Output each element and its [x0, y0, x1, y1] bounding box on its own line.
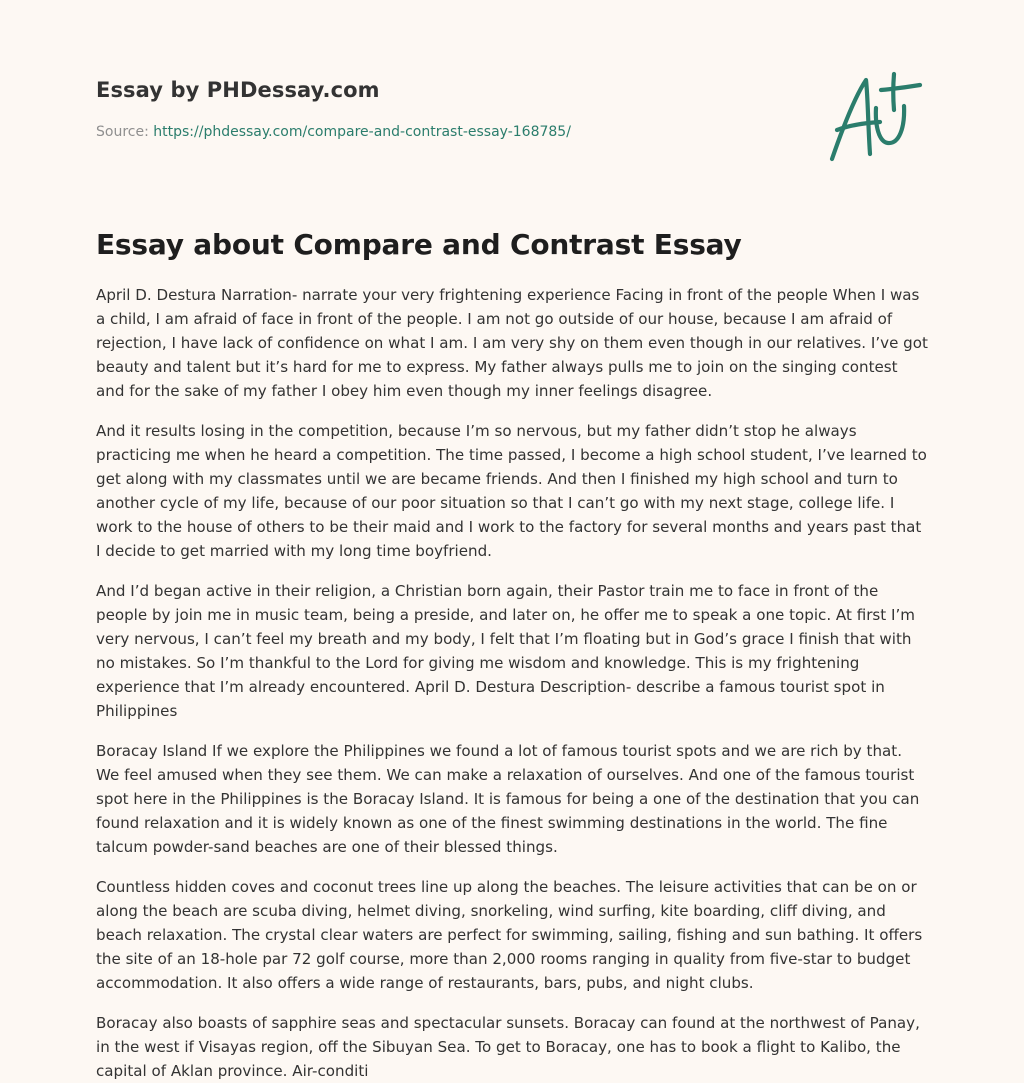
essay-title: Essay about Compare and Contrast Essay [96, 228, 742, 261]
essay-paragraph: And I’d began active in their religion, a Christian born again, their Pastor train me to face in front of the people by join me in music team, being a preside, and later on, he offer me to speak a one topic. At first I’m very nervous, I can’t feel my breath and my body, I felt that I’m floating but in God’s grace I finish that with no mistakes. So I’m thankful to the Lord for giving me wisdom and knowledge. This is my frightening experience that I’m already encountered. April D. Destura Description- describe a famous tourist spot in Philippines [96, 582, 915, 720]
essay-paragraph: April D. Destura Narration- narrate your very frightening experience Facing in front of the people When I was a child, I am afraid of face in front of the people. I am not go outside of our house, because I am afraid of rejection, I have lack of confidence on what I am. I am very shy on them even though in our relatives. I’ve got beauty and talent but it’s hard for me to express. My father always pulls me to join on the singing contest and for the sake of my father I obey him even though my inner feelings disagree. [96, 286, 928, 400]
page-header [96, 0, 928, 200]
source-link[interactable]: https://phdessay.com/compare-and-contrast-essay-168785/ [153, 124, 571, 140]
essay-paragraph: Countless hidden coves and coconut trees line up along the beaches. The leisure activities that can be on or along the beach are scuba diving, helmet diving, snorkeling, wind surfing, kite boarding, cliff diving, and beach relaxation. The crystal clear waters are perfect for swimming, sailing, fishing and sun bathing. It offers the site of an 18-hole par 72 golf course, more than 2,000 rooms ranging in quality from five-star to budget accommodation. It also offers a wide range of restaurants, bars, pubs, and night clubs. [96, 878, 923, 992]
a-plus-logo-icon [824, 68, 928, 164]
essay-paragraph: Boracay also boasts of sapphire seas and spectacular sunsets. Boracay can found at the northwest of Panay, in the west if Visayas region, off the Sibuyan Sea. To get to Boracay, one has to book a flight to Kalibo, the capital of Aklan province. Air-conditi [96, 1014, 920, 1080]
essay-body [96, 283, 928, 1083]
site-brand: Essay by PHDessay.com [96, 78, 380, 102]
source-label: Source: [96, 124, 154, 140]
essay-paragraph: And it results losing in the competition, because I’m so nervous, but my father didn’t stop he always practicing me when he heard a competition. The time passed, I become a high school student, I’ve learned to get along with my classmates until we are became friends. And then I finished my high school and turn to another cycle of my life, because of our poor situation so that I can’t go with my next stage, college life. I work to the house of others to be their maid and I work to the factory for several months and years past that I decide to get married with my long time boyfriend. [96, 422, 927, 560]
essay-paragraph: Boracay Island If we explore the Philippines we found a lot of famous tourist spots and we are rich by that. We feel amused when they see them. We can make a relaxation of ourselves. And one of the famous tourist spot here in the Philippines is the Boracay Island. It is famous for being a one of the destination that you can found relaxation and it is widely known as one of the finest swimming destinations in the world. The fine talcum powder-sand beaches are one of their blessed things. [96, 742, 920, 856]
source-line [96, 124, 571, 140]
